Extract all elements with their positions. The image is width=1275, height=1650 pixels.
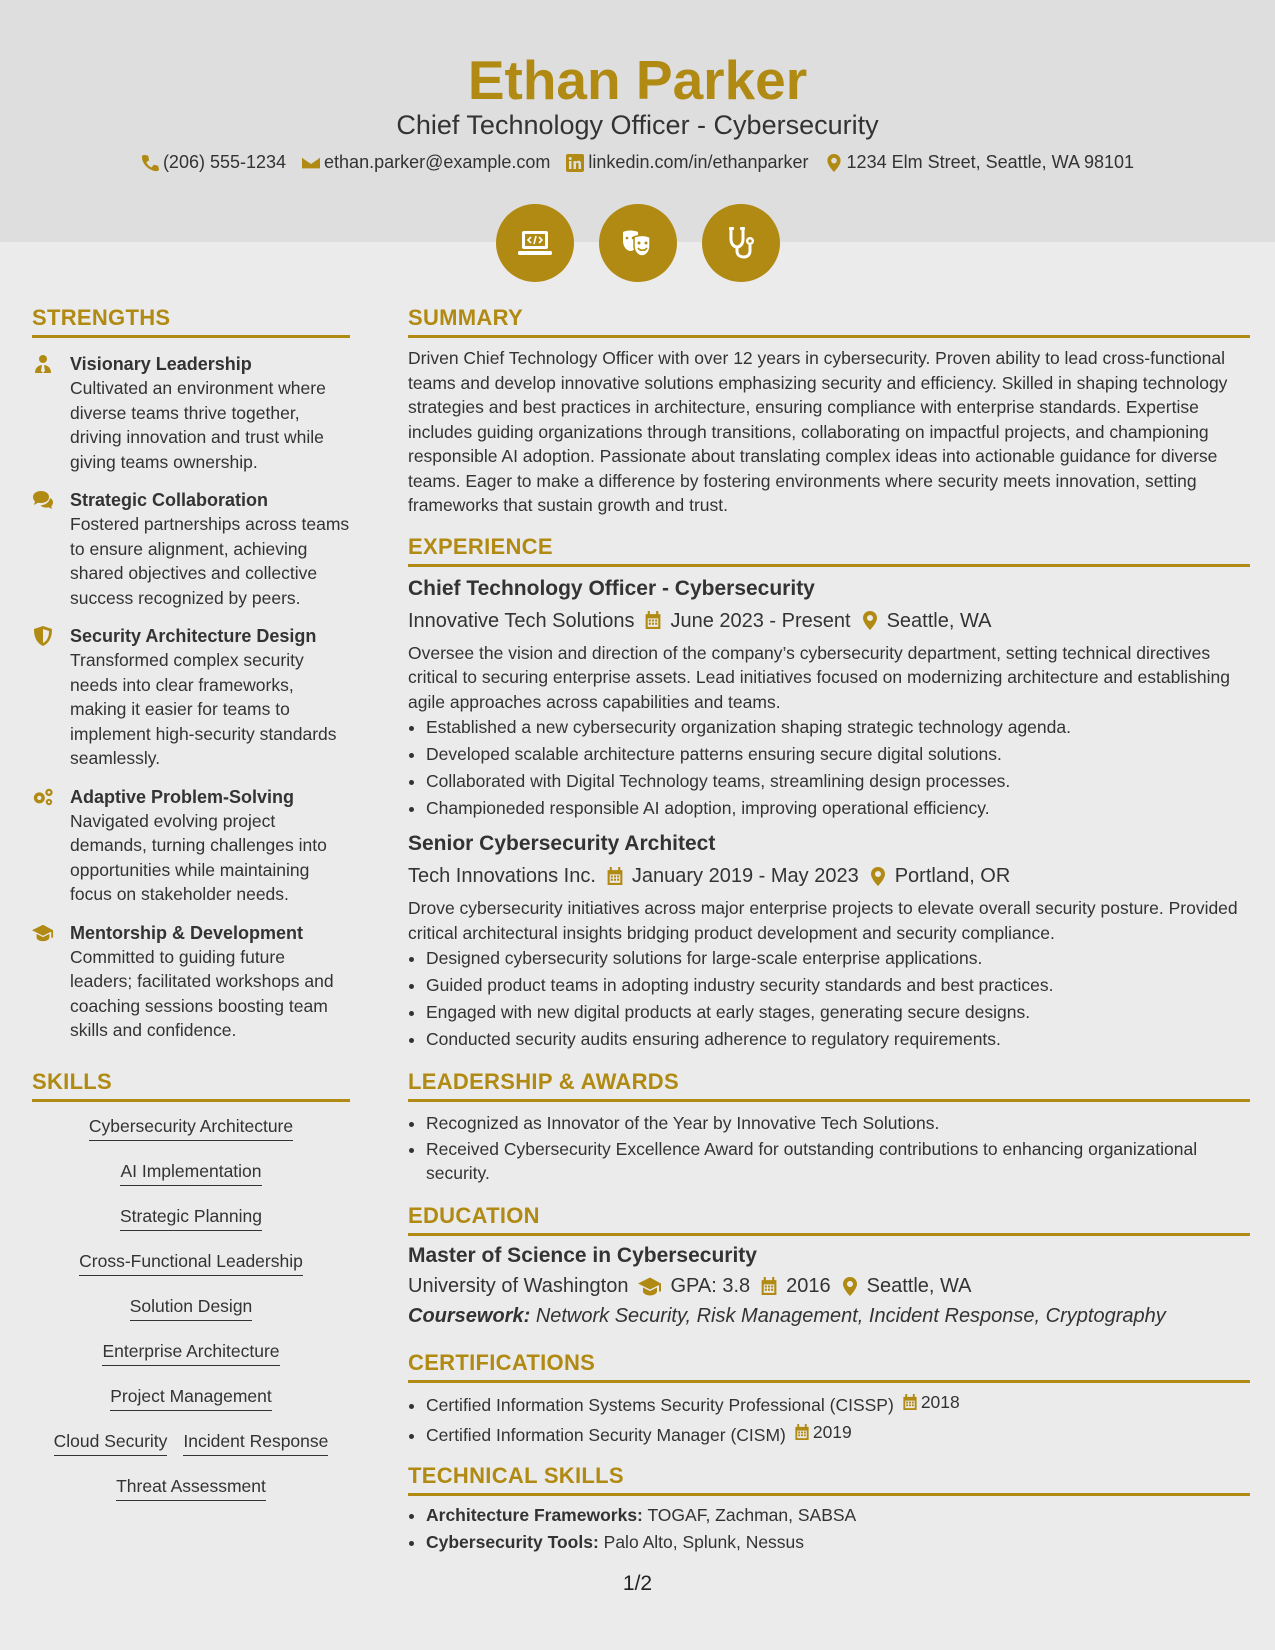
strength-item bbox=[32, 624, 350, 771]
certifications-list bbox=[426, 1389, 1250, 1449]
tech-skill-label: Architecture Frameworks: bbox=[426, 1505, 643, 1525]
candidate-title: Chief Technology Officer - Cybersecurity bbox=[396, 110, 879, 140]
skills-heading: SKILLS bbox=[32, 1069, 350, 1102]
strength-item bbox=[32, 785, 350, 907]
strength-title: Adaptive Problem-Solving bbox=[70, 786, 295, 807]
list-item: • Received Cybersecurity Excellence Award for outstanding contributions to enhancing organizational security. bbox=[426, 1137, 1250, 1185]
list-item bbox=[426, 1389, 1250, 1419]
interest-icons bbox=[0, 204, 1275, 282]
strength-title: Security Architecture Design bbox=[70, 626, 317, 646]
coursework bbox=[408, 1302, 1250, 1330]
strength-desc: Navigated evolving project demands, turning challenges into opportunities while maintaining focus on stakeholder needs. bbox=[70, 810, 327, 904]
education-heading: EDUCATION bbox=[408, 1203, 1250, 1236]
strength-desc: Fostered partnerships across teams to ensure alignment, achieving shared objectives and collective success recognized by peers. bbox=[70, 514, 350, 608]
contact-linkedin[interactable] bbox=[566, 152, 808, 173]
right-column bbox=[408, 305, 1250, 1556]
linkedin-icon bbox=[566, 154, 584, 172]
list-item: • Championeded responsible AI adoption, improving operational efficiency. bbox=[426, 795, 1250, 822]
list-item: • Recognized as Innovator of the Year by Innovative Tech Solutions. bbox=[426, 1110, 1250, 1137]
job-entry bbox=[408, 830, 1250, 1053]
job-bullets bbox=[426, 945, 1250, 1053]
summary-heading: SUMMARY bbox=[408, 305, 1250, 338]
envelope-icon bbox=[302, 154, 320, 172]
skill-tag: Cybersecurity Architecture bbox=[89, 1114, 293, 1141]
awards-heading: LEADERSHIP & AWARDS bbox=[408, 1069, 1250, 1102]
stethoscope-icon bbox=[702, 204, 780, 282]
skill-tag: Enterprise Architecture bbox=[102, 1339, 279, 1366]
theater-masks-icon bbox=[599, 204, 677, 282]
job-title: Senior Cybersecurity Architect bbox=[408, 832, 716, 855]
job-description: Oversee the vision and direction of the company’s cybersecurity department, setting technical directives critical to securing enterprise assets. Lead initiatives focused on modernizing architecture and establishing agile approaches across capabilities and teams. bbox=[408, 642, 1230, 712]
map-marker-icon bbox=[861, 611, 879, 630]
gpa: GPA: 3.8 bbox=[670, 1275, 751, 1297]
skill-tag: Strategic Planning bbox=[120, 1204, 262, 1231]
contact-bar bbox=[0, 152, 1275, 173]
list-item bbox=[426, 1502, 1250, 1529]
experience-heading: EXPERIENCE bbox=[408, 534, 1250, 567]
calendar-icon bbox=[794, 1424, 810, 1441]
job-meta bbox=[408, 607, 1250, 635]
job-description: Drove cybersecurity initiatives across major enterprise projects to elevate overall security posture. Provided critical architectural insights bridging product development and security compliance. bbox=[408, 898, 1238, 943]
job-company: Innovative Tech Solutions bbox=[408, 609, 635, 632]
left-column bbox=[32, 305, 350, 1519]
job-location: Portland, OR bbox=[894, 865, 1011, 887]
phone-text: (206) 555-1234 bbox=[162, 152, 287, 172]
education-meta bbox=[408, 1272, 1250, 1300]
coursework-label: Coursework: bbox=[408, 1305, 531, 1327]
comments-icon bbox=[32, 490, 54, 510]
calendar-icon bbox=[644, 611, 662, 630]
user-tie-icon bbox=[32, 354, 54, 374]
tech-skill-value: Palo Alto, Splunk, Nessus bbox=[603, 1532, 805, 1552]
page-number: 1/2 bbox=[622, 1572, 653, 1595]
job-entry bbox=[408, 575, 1250, 823]
certifications-heading: CERTIFICATIONS bbox=[408, 1350, 1250, 1383]
graduation-cap-icon bbox=[32, 923, 54, 943]
strength-title: Strategic Collaboration bbox=[70, 490, 269, 510]
skills-list bbox=[32, 1114, 350, 1501]
phone-icon bbox=[141, 154, 159, 172]
job-dates: January 2019 - May 2023 bbox=[631, 865, 859, 887]
contact-email[interactable] bbox=[302, 152, 550, 173]
address-text: 1234 Elm Street, Seattle, WA 98101 bbox=[846, 152, 1135, 172]
calendar-icon bbox=[902, 1394, 918, 1411]
contact-address bbox=[825, 152, 1135, 173]
candidate-name: Ethan Parker bbox=[467, 49, 808, 111]
linkedin-text: linkedin.com/in/ethanparker bbox=[588, 152, 809, 172]
job-title: Chief Technology Officer - Cybersecurity bbox=[408, 576, 815, 600]
cert-name: Certified Information Security Manager (CISM) bbox=[426, 1425, 786, 1445]
job-bullets bbox=[426, 714, 1250, 822]
strength-desc: Committed to guiding future leaders; facilitated workshops and coaching sessions boosting team skills and confidence. bbox=[70, 946, 334, 1040]
strength-item bbox=[32, 488, 350, 610]
skill-tag: Cloud Security bbox=[54, 1429, 168, 1456]
list-item bbox=[426, 1529, 1250, 1556]
summary-text: Driven Chief Technology Officer with over 12 years in cybersecurity. Proven ability to lead cross-functional teams and develop innovative solutions emphasizing security and efficiency. Skilled in shaping technology strategies and best practices in architecture, ensuring compliance with enterprise standards. Expertise includes guiding organizations through transitions, collaborating on impactful projects, and championing responsible AI adoption. Passionate about translating complex ideas into actionable guidance for diverse teams. Eager to make a difference by fostering environments where security meets innovation, setting frameworks that sustain growth and trust. bbox=[408, 348, 1228, 515]
technical-skills-list bbox=[426, 1502, 1250, 1556]
job-location: Seattle, WA bbox=[886, 609, 992, 632]
job-dates: June 2023 - Present bbox=[670, 609, 851, 632]
school-name: University of Washington bbox=[408, 1275, 629, 1297]
strength-item bbox=[32, 921, 350, 1043]
strength-desc: Transformed complex security needs into clear frameworks, making it easier for teams to implement high-security standards seamlessly. bbox=[70, 650, 337, 768]
job-meta bbox=[408, 862, 1250, 890]
graduation-year: 2016 bbox=[786, 1275, 831, 1297]
cert-year: 2018 bbox=[920, 1392, 960, 1412]
list-item: • Engaged with new digital products at early stages, generating secure designs. bbox=[426, 999, 1250, 1026]
laptop-code-icon bbox=[496, 204, 574, 282]
graduation-cap-icon bbox=[638, 1277, 662, 1296]
list-item: • Established a new cybersecurity organization shaping strategic technology agenda. bbox=[426, 714, 1250, 741]
cert-year: 2019 bbox=[812, 1422, 852, 1442]
coursework-text: Network Security, Risk Management, Incident Response, Cryptography bbox=[535, 1305, 1166, 1327]
shield-icon bbox=[32, 626, 54, 646]
map-marker-icon bbox=[869, 867, 887, 886]
tech-skill-value: TOGAF, Zachman, SABSA bbox=[647, 1505, 857, 1525]
strengths-heading: STRENGTHS bbox=[32, 305, 350, 338]
contact-phone[interactable] bbox=[141, 152, 286, 173]
map-marker-icon bbox=[825, 154, 843, 172]
degree-title: Master of Science in Cybersecurity bbox=[408, 1244, 757, 1267]
cert-name: Certified Information Systems Security Professional (CISSP) bbox=[426, 1395, 894, 1415]
list-item bbox=[426, 1419, 1250, 1449]
list-item: • Guided product teams in adopting industry security standards and best practices. bbox=[426, 972, 1250, 999]
technical-skills-heading: TECHNICAL SKILLS bbox=[408, 1463, 1250, 1496]
skill-tag: AI Implementation bbox=[120, 1159, 261, 1186]
map-marker-icon bbox=[841, 1277, 859, 1296]
calendar-icon bbox=[606, 867, 624, 886]
email-text: ethan.parker@example.com bbox=[324, 152, 551, 172]
job-company: Tech Innovations Inc. bbox=[408, 865, 596, 887]
strength-desc: Cultivated an environment where diverse teams thrive together, driving innovation and trust while giving teams ownership. bbox=[70, 378, 326, 472]
list-item: • Designed cybersecurity solutions for large-scale enterprise applications. bbox=[426, 945, 1250, 972]
skill-tag: Cross-Functional Leadership bbox=[79, 1249, 303, 1276]
tech-skill-label: Cybersecurity Tools: bbox=[426, 1532, 599, 1552]
list-item: • Collaborated with Digital Technology teams, streamlining design processes. bbox=[426, 768, 1250, 795]
education-location: Seattle, WA bbox=[866, 1275, 972, 1297]
list-item: • Conducted security audits ensuring adherence to regulatory requirements. bbox=[426, 1026, 1250, 1053]
skill-tag: Incident Response bbox=[183, 1429, 328, 1456]
cogs-icon bbox=[32, 787, 54, 807]
strength-title: Visionary Leadership bbox=[70, 354, 252, 374]
strength-item bbox=[32, 352, 350, 474]
skill-tag: Solution Design bbox=[130, 1294, 253, 1321]
list-item: • Developed scalable architecture patterns ensuring secure digital solutions. bbox=[426, 741, 1250, 768]
strength-title: Mentorship & Development bbox=[70, 922, 304, 943]
calendar-icon bbox=[760, 1277, 778, 1296]
skill-tag: Project Management bbox=[110, 1384, 271, 1411]
awards-list bbox=[426, 1110, 1250, 1185]
skill-tag: Threat Assessment bbox=[116, 1474, 266, 1501]
